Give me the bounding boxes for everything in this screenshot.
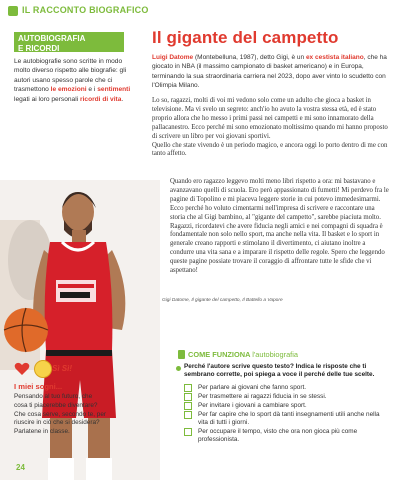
exercise-question: Perché l'autore scrive questo testo? Indica le risposte che ti sembrano corrette, poi spiega a voce il perché delle tue scelte.: [184, 363, 375, 379]
sogni-text: Pensando al tuo futuro, che cosa ti piacerebbe diventare? Che cosa serve, secondo te, per riuscire in ciò che si desidera? Parlatene in classe.: [14, 393, 107, 436]
option-row[interactable]: Per parlare ai giovani che fanno sport.: [184, 384, 388, 394]
autobiografia-box: [14, 32, 124, 52]
book-icon: [178, 350, 185, 359]
option-row[interactable]: Per far capire che lo sport dà tanti insegnamenti utili anche nella vita di tutti i giorni.: [184, 411, 388, 428]
article-title: Il gigante del campetto: [152, 28, 339, 47]
checkbox[interactable]: [184, 402, 192, 410]
article-quote: [162, 178, 390, 276]
option-row[interactable]: Per occupare il tempo, visto che ora non gioca più come professionista.: [184, 428, 388, 445]
section-icon: [8, 6, 18, 16]
autobiografia-box-line1: AUTOBIOGRAFIA: [18, 34, 86, 43]
quote-paragraph: Ecco perché ho voluto cimentarmi nell'impresa di scrivere e raccontare una storia che al Gigi bambino, al "gigante del campetto", sarebbe piaciuta molto.: [170, 204, 381, 221]
autobiografia-box-line2: E RICORDI: [18, 43, 60, 53]
quote-paragraph: Quando ero ragazzo leggevo molti meno libri rispetto a ora: mi bastavano e avanzavano quelli di scuola. Ero però appassionato di fumetti! Mi perdevo fra le pagine di Topolino e mi piaceva leggere storie in cui potevo immedesimarmi.: [170, 178, 389, 203]
option-row[interactable]: Per trasmettere ai ragazzi fiducia in se stessi.: [184, 393, 388, 403]
smile-icon: [34, 360, 52, 378]
page-number: 24: [16, 463, 25, 472]
article-source: Gigi Datome, Il gigante del campetto, Il Battello a Vapore: [162, 298, 283, 303]
paragraph: Quello che state vivendo è un periodo magico, e ancora oggi lo porto dentro di me con tanto affetto.: [152, 141, 388, 158]
exercise-header: COME FUNZIONA l'autobiografia: [188, 350, 298, 359]
option-row[interactable]: Per invitare i giovani a cambiare sport.: [184, 402, 388, 412]
checkbox[interactable]: [184, 393, 192, 401]
checkbox[interactable]: [184, 411, 192, 419]
article-intro: Luigi Datome (Montebelluna, 1987), detto Gigi, è un ex cestista italiano, che ha giocato in NBA (il massimo campionato di basket americano) e in Europa, terminando la sua straordinaria carriera nel 2023, dopo aver vinto lo scudetto con l'Olimpia Milano.: [152, 54, 387, 89]
paragraph: Lo so, ragazzi, molti di voi mi vedono solo come un adulto che gioca a basket in televisione. Ma vi svelo un segreto: anch'io ho avuto la vostra stessa età, ed è stato proprio allora che ho messo i primi passi nei campetti e mi sono innamorato della pallacanestro. Ecco perché mi sono emozionato moltissimo quando mi hanno proposto di scrivere un libro per voi giovani sportivi.: [152, 97, 388, 140]
section-header: IL RACCONTO BIOGRAFICO: [22, 5, 149, 15]
autobiografia-text: Le autobiografie sono scritte in modo molto diverso rispetto alle biografie: gli autori usano spesso parole che ci trasmettono le emozioni e i sentimenti legati ai loro personali ricordi di vita.: [14, 58, 131, 103]
checkbox[interactable]: [184, 384, 192, 392]
checkbox[interactable]: [184, 428, 192, 436]
heart-icon: [14, 362, 30, 376]
bullet-icon: [176, 366, 181, 371]
quote-paragraph: Ragazzi, ricordatevi che avere fiducia negli amici e nei compagni di squadra è fondamentale non solo nello sport, ma anche nella vita. Il basket e lo sport in generale creano rapporti e stimolano il divertimento, ci aiutano inoltre a condurre una vita sana e a imparare il rispetto delle regole. Spero che leggendo queste pagine possiate trovare il coraggio di affrontare tutte le sfide che vi aspettano!: [170, 222, 385, 275]
article-body: [152, 97, 392, 159]
sogni-title: I miei sogni...: [14, 382, 63, 391]
sisi-sticker: Sì Sì!: [52, 364, 73, 373]
